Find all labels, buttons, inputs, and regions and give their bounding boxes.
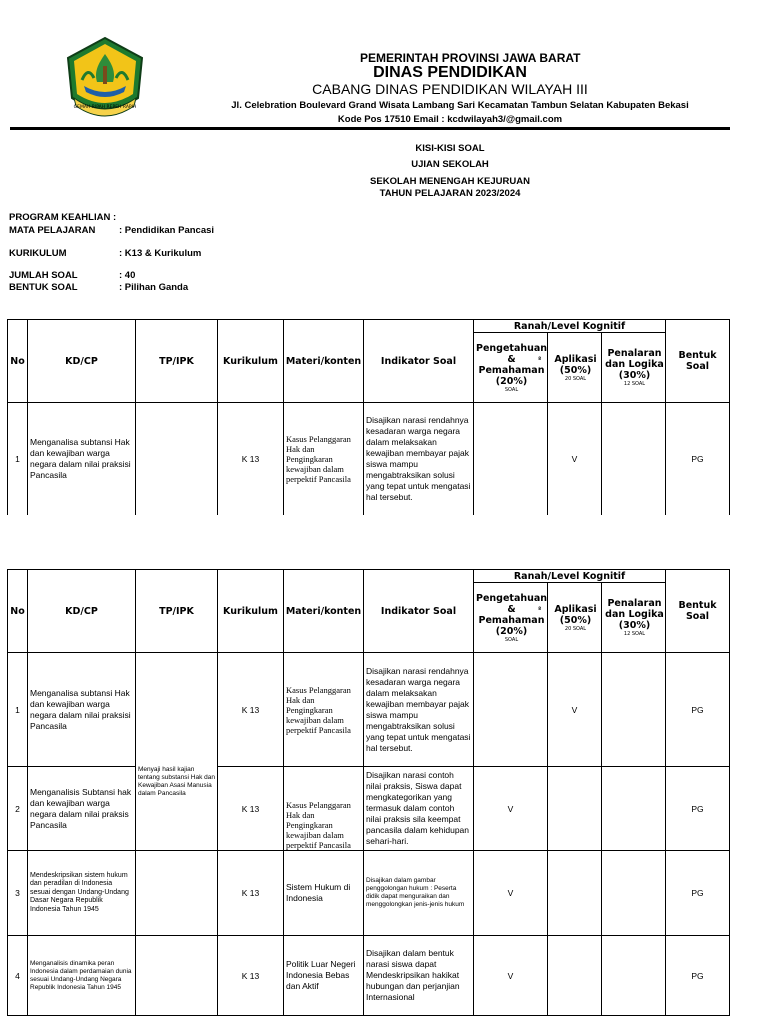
cell-aplikasi: V: [548, 653, 602, 767]
header-kurikulum: Kurikulum: [218, 570, 284, 653]
cell-kurikulum: K 13: [218, 851, 284, 936]
header-tp: TP/IPK: [136, 320, 218, 403]
cell-pengetahuan: V: [474, 767, 548, 851]
header-pengetahuan: Pengetahuan & Pemahaman (20%) SOAL 8: [474, 583, 548, 653]
cell-aplikasi: [548, 767, 602, 851]
cell-no: 1: [8, 403, 28, 515]
doc-subtitle-exam: UJIAN SEKOLAH: [411, 159, 489, 170]
header-kd: KD/CP: [28, 320, 136, 403]
cell-kurikulum: K 13: [218, 767, 284, 851]
header-no: No: [8, 570, 28, 653]
cell-bentuk: PG: [666, 403, 730, 515]
doc-subtitle-school: SEKOLAH MENENGAH KEJURUAN: [370, 176, 530, 187]
cell-tp: [136, 851, 218, 936]
kisi-kisi-table-1: [7, 319, 730, 515]
cell-no: 2: [8, 767, 28, 851]
header-penalaran: Penalaran dan Logika (30%) 12 SOAL: [602, 583, 666, 653]
table-row: [8, 851, 730, 936]
cell-aplikasi: [548, 936, 602, 1016]
cell-tp: [136, 403, 218, 515]
cell-penalaran: [602, 851, 666, 936]
header-indikator: Indikator Soal: [364, 320, 474, 403]
cell-aplikasi: [548, 851, 602, 936]
header-no: No: [8, 320, 28, 403]
cell-kd: Menganalisa subtansi Hak dan kewajiban warga negara dalam nilai praksisi Pancasila: [28, 403, 136, 515]
cell-kurikulum: K 13: [218, 403, 284, 515]
cell-tp: [136, 936, 218, 1016]
header-aplikasi: Aplikasi (50%) 20 SOAL: [548, 333, 602, 403]
meta-mapel: MATA PELAJARAN : Pendidikan Pancasi: [9, 225, 215, 236]
cell-indikator: Disajikan dalam bentuk narasi siswa dapat Mendeskripsikan hakikat hubungan dan perjanjian Internasional: [364, 936, 474, 1016]
meta-bentuk: BENTUK SOAL : Pilihan Ganda: [9, 282, 189, 293]
table-row: [8, 403, 730, 515]
table-row: [8, 653, 730, 767]
cell-pengetahuan: V: [474, 936, 548, 1016]
cell-indikator: Disajikan narasi rendahnya kesadaran warga negara dalam melaksakan kewajiban membayar pajak siswa mampu mengabtraksikan solusi yang tepat untuk mengatasi hal tersebut.: [364, 403, 474, 515]
letterhead-contact: Kode Pos 17510 Email : kcdwilayah3/@gmail.com: [337, 114, 563, 125]
cell-bentuk: PG: [666, 653, 730, 767]
letterhead-agency: DINAS PENDIDIKAN: [373, 64, 527, 81]
header-kurikulum: Kurikulum: [218, 320, 284, 403]
cell-materi: Politik Luar Negeri Indonesia Bebas dan Aktif: [284, 936, 364, 1016]
cell-no: 1: [8, 653, 28, 767]
header-tp: TP/IPK: [136, 570, 218, 653]
kisi-kisi-table-2: [7, 569, 730, 1016]
header-penalaran: Penalaran dan Logika (30%) 12 SOAL: [602, 333, 666, 403]
cell-bentuk: PG: [666, 767, 730, 851]
west-java-emblem-logo: [64, 36, 146, 122]
cell-tp-merged: Menyaji hasil kajian tentang substansi Hak dan Kewajiban Asasi Manusia dalam Pancasila: [136, 653, 218, 851]
header-ranah: Ranah/Level Kognitif: [474, 320, 666, 333]
cell-penalaran: [602, 936, 666, 1016]
cell-penalaran: [602, 653, 666, 767]
header-materi: Materi/konten: [284, 320, 364, 403]
cell-kd: Mendeskripsikan sistem hukum dan peradilan di Indonesia sesuai dengan Undang-Undang Dasar Negara Republik Indonesia Tahun 1945: [28, 851, 136, 936]
header-kd: KD/CP: [28, 570, 136, 653]
letterhead-divider: [10, 127, 730, 130]
cell-materi: Kasus Pelanggaran Hak dan Pengingkaran kewajiban dalam perpektif Pancasila: [284, 653, 364, 767]
cell-pengetahuan: V: [474, 851, 548, 936]
cell-kd: Menganalisa subtansi Hak dan kewajiban warga negara dalam nilai praksisi Pancasila: [28, 653, 136, 767]
cell-indikator: Disajikan narasi contoh nilai praksis, Siswa dapat mengkategorikan yang termasuk dalam contoh nilai praksis sila keempat pancasila dalam kehidupan sehari-hari.: [364, 767, 474, 851]
cell-kd: Menganalisis Subtansi hak dan kewajiban warga negara dalam nilai praksis Pancasila: [28, 767, 136, 851]
cell-materi: Sistem Hukum di Indonesia: [284, 851, 364, 936]
cell-indikator: Disajikan dalam gambar penggolongan hukum : Peserta didik dapat menguraikan dan menggolongkan jenis-jenis hukum: [364, 851, 474, 936]
header-indikator: Indikator Soal: [364, 570, 474, 653]
letterhead-branch: CABANG DINAS PENDIDIKAN WILAYAH III: [312, 81, 588, 97]
cell-materi: Kasus Pelanggaran Hak dan Pengingkaran kewajiban dalam perpektif Pancasila: [284, 403, 364, 515]
cell-indikator: Disajikan narasi rendahnya kesadaran warga negara dalam melaksakan kewajiban membayar pajak siswa mampu mengabtraksikan solusi yang tepat untuk mengatasi hal tersebut.: [364, 653, 474, 767]
cell-bentuk: PG: [666, 851, 730, 936]
doc-title: KISI-KISI SOAL: [415, 143, 485, 154]
header-aplikasi: Aplikasi (50%) 20 SOAL: [548, 583, 602, 653]
cell-aplikasi: V: [548, 403, 602, 515]
meta-program: PROGRAM KEAHLIAN :: [9, 212, 117, 223]
header-ranah: Ranah/Level Kognitif: [474, 570, 666, 583]
table-row: [8, 767, 730, 851]
table-row: [8, 936, 730, 1016]
cell-pengetahuan: [474, 653, 548, 767]
cell-kd: Menganalisis dinamika peran Indonesia dalam perdamaian dunia sesuai Undang-Undang Negara Republik Indonesia Tahun 1945: [28, 936, 136, 1016]
letterhead-government: PEMERINTAH PROVINSI JAWA BARAT: [360, 51, 581, 65]
header-materi: Materi/konten: [284, 570, 364, 653]
header-bentuk: Bentuk Soal: [666, 320, 730, 403]
doc-subtitle-year: TAHUN PELAJARAN 2023/2024: [379, 188, 521, 199]
cell-materi: Kasus Pelanggaran Hak dan Pengingkaran kewajiban dalam perpektif Pancasila: [284, 767, 364, 851]
logo-motto: GEMAH RIPAH REPEH RAPIH: [73, 105, 137, 110]
cell-no: 4: [8, 936, 28, 1016]
meta-kurikulum: KURIKULUM : K13 & Kurikulum: [9, 248, 202, 259]
cell-kurikulum: K 13: [218, 653, 284, 767]
letterhead-address: Jl. Celebration Boulevard Grand Wisata Lambang Sari Kecamatan Tambun Selatan Kabupaten Bekasi: [231, 100, 689, 111]
cell-kurikulum: K 13: [218, 936, 284, 1016]
cell-penalaran: [602, 403, 666, 515]
cell-no: 3: [8, 851, 28, 936]
cell-penalaran: [602, 767, 666, 851]
header-bentuk: Bentuk Soal: [666, 570, 730, 653]
cell-pengetahuan: [474, 403, 548, 515]
meta-jumlah: JUMLAH SOAL : 40: [9, 270, 136, 281]
header-pengetahuan: Pengetahuan & Pemahaman (20%) SOAL 8: [474, 333, 548, 403]
cell-bentuk: PG: [666, 936, 730, 1016]
